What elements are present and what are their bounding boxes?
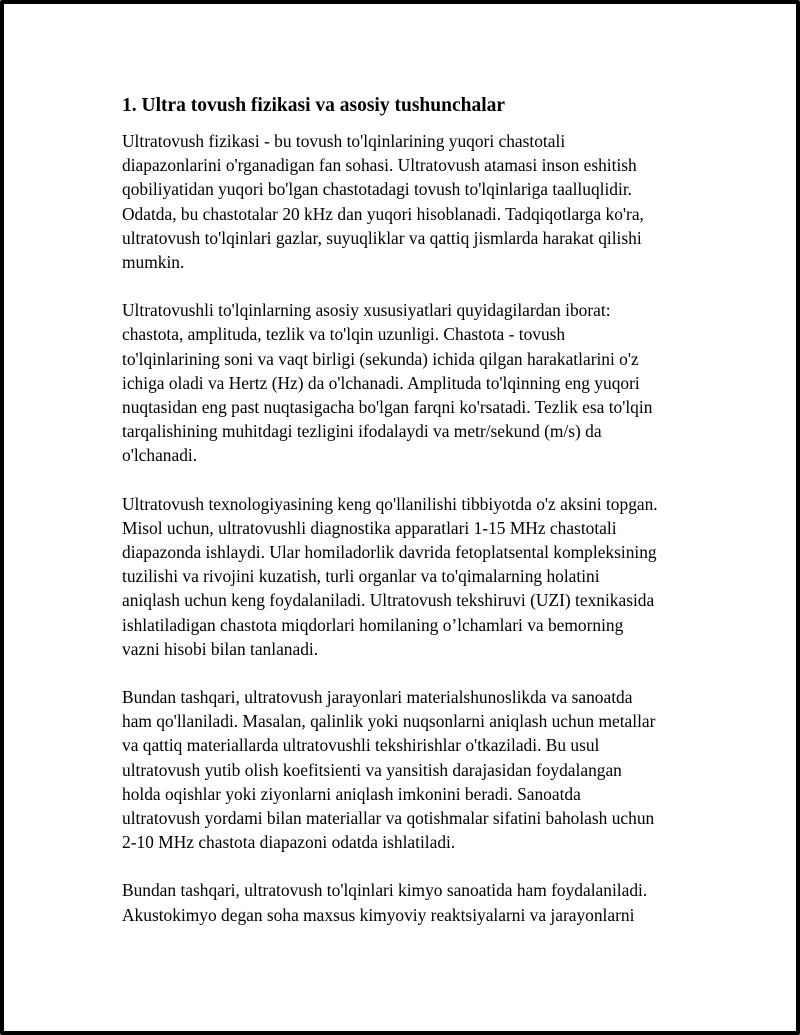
text-line: vazni hisobi bilan tanlanadi. bbox=[122, 638, 319, 659]
paragraph-2 bbox=[122, 298, 690, 467]
paragraph-1 bbox=[122, 129, 690, 274]
text-line: qobiliyatidan yuqori bo'lgan chastotadagi tovush to'lqinlariga taalluqlidir. bbox=[122, 179, 633, 200]
text-line: 2-10 MHz chastota diapazoni odatda ishlatiladi. bbox=[122, 832, 456, 853]
text-line: Ultratovush texnologiyasining keng qo'llanilishi tibbiyotda o'z aksini topgan. bbox=[122, 493, 658, 514]
text-line: tarqalishining muhitdagi tezligini ifodalaydi va metr/sekund (m/s) da bbox=[122, 421, 602, 442]
paragraph-3 bbox=[122, 492, 690, 661]
text-line: mumkin. bbox=[122, 252, 185, 273]
text-line: va qattiq materiallarda ultratovushli tekshirishlar o'tkaziladi. Bu usul bbox=[122, 735, 600, 756]
text-line: diapazonlarini o'rganadigan fan sohasi. Ultratovush atamasi inson eshitish bbox=[122, 155, 637, 176]
text-line: Misol uchun, ultratovushli diagnostika apparatlari 1-15 MHz chastotali bbox=[122, 517, 617, 538]
text-line: nuqtasidan eng past nuqtasigacha bo'lgan farqni ko'rsatadi. Tezlik esa to'lqin bbox=[122, 397, 653, 418]
text-line: Ultratovushli to'lqinlarning asosiy xususiyatlari quyidagilardan iborat: bbox=[122, 300, 611, 321]
paragraph-5 bbox=[122, 878, 690, 926]
text-line: Bundan tashqari, ultratovush jarayonlari materialshunoslikda va sanoatda bbox=[122, 687, 633, 708]
section-heading: 1. Ultra tovush fizikasi va asosiy tushunchalar bbox=[122, 95, 506, 116]
text-line: ultratovush yutib olish koefitsienti va yansitish darajasidan foydalangan bbox=[122, 759, 622, 780]
text-line: holda oqishlar yoki ziyonlarni aniqlash imkonini beradi. Sanoatda bbox=[122, 783, 581, 804]
text-line: diapazonda ishlaydi. Ular homiladorlik davrida fetoplatsental kompleksining bbox=[122, 542, 657, 563]
text-line: chastota, amplituda, tezlik va to'lqin uzunligi. Chastota - tovush bbox=[122, 324, 566, 345]
text-line: ichiga oladi va Hertz (Hz) da o'lchanadi. Amplituda to'lqinning eng yuqori bbox=[122, 372, 640, 393]
text-line: Bundan tashqari, ultratovush to'lqinlari kimyo sanoatida ham foydalaniladi. bbox=[122, 880, 648, 901]
text-line: to'lqinlarining soni va vaqt birligi (sekunda) ichida qilgan harakatlarini o'z bbox=[122, 348, 639, 369]
text-line: ham qo'llaniladi. Masalan, qalinlik yoki nuqsonlarni aniqlash uchun metallar bbox=[122, 711, 656, 732]
text-line: tuzilishi va rivojini kuzatish, turli organlar va to'qimalarning holatini bbox=[122, 566, 600, 587]
text-line: Akustokimyo degan soha maxsus kimyoviy reaktsiyalarni va jarayonlarni bbox=[122, 904, 635, 925]
text-line: Ultratovush fizikasi - bu tovush to'lqinlarining yuqori chastotali bbox=[122, 131, 566, 151]
paragraph-4 bbox=[122, 685, 690, 854]
text-line: ultratovush to'lqinlari gazlar, suyuqliklar va qattiq jismlarda harakat qilishi bbox=[122, 227, 642, 248]
text-line: o'lchanadi. bbox=[122, 445, 198, 466]
text-line: aniqlash uchun keng foydalaniladi. Ultratovush tekshiruvi (UZI) texnikasida bbox=[122, 590, 655, 611]
text-line: ishlatiladigan chastota miqdorlari homilaning o’lchamlari va bemorning bbox=[122, 614, 624, 635]
text-line: ultratovush yordami bilan materiallar va qotishmalar sifatini baholash uchun bbox=[122, 808, 655, 829]
text-line: Odatda, bu chastotalar 20 kHz dan yuqori hisoblanadi. Tadqiqotlarga ko'ra, bbox=[122, 203, 644, 224]
document-body bbox=[122, 93, 690, 951]
